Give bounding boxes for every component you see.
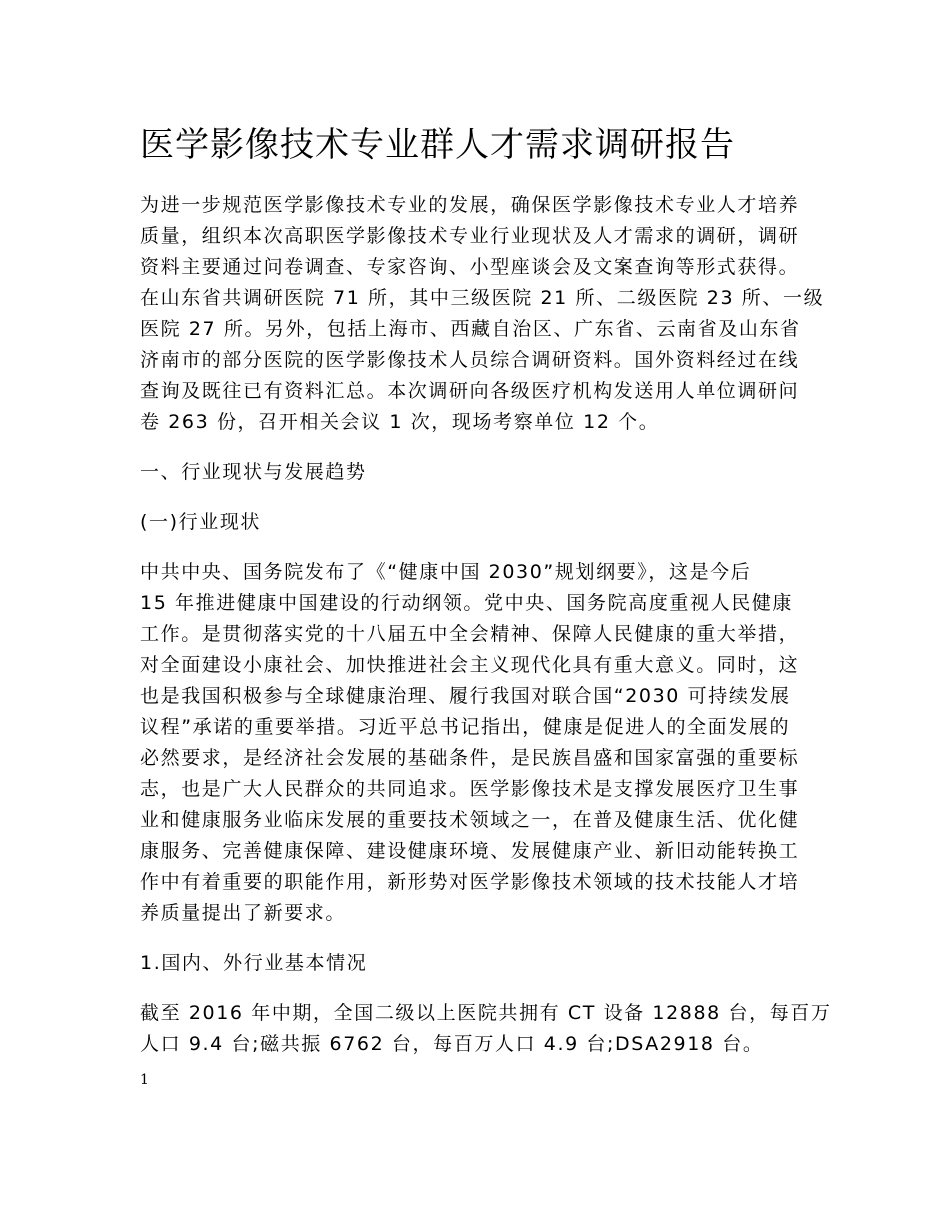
subsection-heading: (一)行业现状 [140,511,262,533]
stats-line: 人口 9.4 台;磁共振 6762 台，每百万人口 4.9 台;DSA2918 台。 [140,1033,764,1055]
document-title: 医学影像技术专业群人才需求调研报告 [140,125,735,165]
stats-paragraph [140,998,832,1060]
page-number: 1 [140,1072,149,1088]
body-paragraph [140,557,812,929]
body-line: 中共中央、国务院发布了《“健康中国 2030”规划纲要》，这是今后 [140,561,752,583]
body-line: 养质量提出了新要求。 [140,902,347,924]
item-heading: 1.国内、外行业基本情况 [140,952,368,974]
intro-line: 医院 27 所。另外，包括上海市、西藏自治区、广东省、云南省及山东省 [140,318,801,340]
stats-line: 截至 2016 年中期，全国二级以上医院共拥有 CT 设备 12888 台，每百万 [140,1002,832,1024]
intro-line: 在山东省共调研医院 71 所，其中三级医院 21 所、二级医院 23 所、一级 [140,287,825,309]
section-heading: 一、行业现状与发展趋势 [140,461,367,483]
body-line: 必然要求，是经济社会发展的基础条件，是民族昌盛和国家富强的重要标 [140,747,800,769]
body-line: 作中有着重要的职能作用，新形势对医学影像技术领域的技术技能人才培 [140,871,800,893]
body-line: 议程”承诺的重要举措。习近平总书记指出，健康是促进人的全面发展的 [140,716,791,738]
document-body [140,118,832,1060]
intro-line: 济南市的部分医院的医学影像技术人员综合调研资料。国外资料经过在线 [140,349,800,371]
body-line: 也是我国积极参与全球健康治理、履行我国对联合国“2030 可持续发展 [140,685,791,707]
body-line: 对全面建设小康社会、加快推进社会主义现代化具有重大意义。同时，这 [140,654,800,676]
intro-line: 卷 263 份，召开相关会议 1 次，现场考察单位 12 个。 [140,411,660,433]
body-line: 工作。是贯彻落实党的十八届五中全会精神、保障人民健康的重大举措， [140,623,800,645]
body-line: 业和健康服务业临床发展的重要技术领域之一，在普及健康生活、优化健 [140,809,800,831]
body-line: 15 年推进健康中国建设的行动纲领。党中央、国务院高度重视人民健康 [140,592,794,614]
body-line: 志，也是广大人民群众的共同追求。医学影像技术是支撑发展医疗卫生事 [140,778,800,800]
intro-line: 资料主要通过问卷调查、专家咨询、小型座谈会及文案查询等形式获得。 [140,256,800,278]
intro-paragraph [140,190,825,438]
intro-line: 为进一步规范医学影像技术专业的发展，确保医学影像技术专业人才培养 [140,194,800,216]
intro-line: 质量，组织本次高职医学影像技术专业行业现状及人才需求的调研，调研 [140,225,800,247]
intro-line: 查询及既往已有资料汇总。本次调研向各级医疗机构发送用人单位调研问 [140,380,800,402]
body-line: 康服务、完善健康保障、建设健康环境、发展健康产业、新旧动能转换工 [140,840,800,862]
